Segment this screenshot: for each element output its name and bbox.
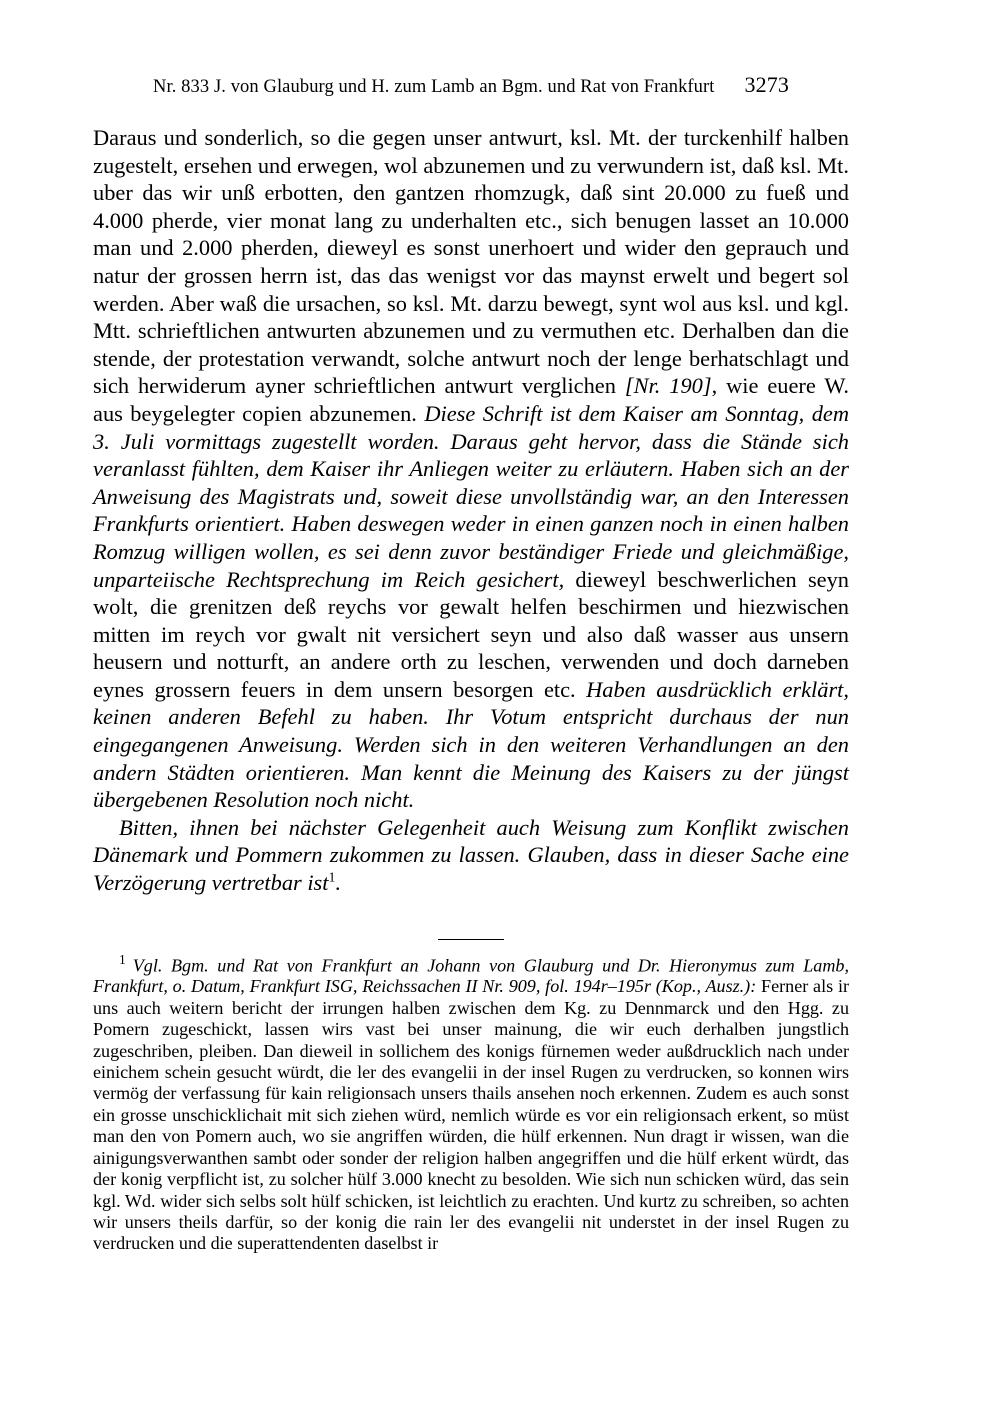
editorial-summary-1: Diese Schrift ist dem Kaiser am Sonntag, dem 3. Juli vormittags zugestellt worden. Daraus geht hervor, dass die Stände sich veranlasst fühlten, dem Kaiser ihr Anliegen weiter zu erläutern. Haben sich an der Anweisung des Magistrats und, soweit diese unvollständig war, an den Interessen Frankfurts orientiert. Haben deswegen weder in einen ganzen noch in einen halben Romzug willigen wollen, es sei denn zuvor beständiger Friede und gleichmäßige, unparteiische Rechtsprechung im Reich gesichert, — [93, 400, 850, 592]
reference-nr-190: [Nr. 190] — [624, 373, 712, 399]
footnote-reference-marker[interactable]: 1 — [328, 870, 336, 886]
text-roman-2: , wie euere W. aus beygelegter copien abzunemen. — [93, 373, 849, 426]
body-text — [93, 124, 849, 897]
paragraph-bitten — [93, 814, 849, 897]
page-content — [93, 72, 849, 1255]
running-head-title: Nr. 833 J. von Glauburg und H. zum Lamb an Bgm. und Rat von Frankfurt — [153, 77, 715, 97]
bitten-text-end: . — [335, 870, 342, 896]
footnote-source-citation: Vgl. Bgm. und Rat von Frankfurt an Johann von Glauburg und Dr. Hieronymus zum Lamb, Frankfurt, o. Datum, Frankfurt ISG, Reichssachen II Nr. 909, fol. 194r–195r (Kop., Ausz.): — [93, 955, 849, 997]
editorial-summary-2: Haben ausdrücklich erklärt, keinen anderen Befehl zu haben. Ihr Votum entspricht durchaus der nun eingegangenen Anweisung. Werden sich in den weiteren Verhandlungen an den andern Städten orientieren. Man kennt die Meinung des Kaisers zu der jüngst übergebenen Resolution noch nicht. — [93, 676, 849, 813]
paragraph-main — [93, 124, 849, 814]
footnote-separator-rule — [438, 939, 504, 940]
bitten-text: Bitten, ihnen bei nächster Gelegenheit auch Weisung zum Konflikt zwischen Dänemark und Pommern zukommen zu lassen. Glauben, dass in dieser Sache eine Verzögerung vertretbar ist — [93, 814, 849, 896]
page-number: 3273 — [744, 72, 789, 97]
text-roman-3: dieweyl beschwerlichen seyn wolt, die grenitzen deß reychs vor gewalt helfen beschirmen und hiezwischen mitten im reych vor gwalt nit versichert seyn und also daß wasser aus unsern heusern und notturft, an andere orth zu leschen, verwenden und doch darneben eynes grossern feuers in dem unsern besorgen etc. — [93, 566, 849, 702]
footnote-quoted-text: Ferner als ir uns auch weitern bericht der irrungen halben zwischen dem Kg. zu Dennmarck und den Hgg. zu Pomern zugeschickt, lassen wirs vast bei unser mainung, die wir euch derhalben jungstlich zugeschriben, pleiben. Dan dieweil in sollichem des konigs fürnemen weder außdrucklich nach under einichem schein gesucht würdt, die ler des evangelii in der insel Rugen zu verdrucken, so konnen wirs vermög der verfassung für kain religionsach unsers thails ansehen noch erkennen. Zudem es auch sonst ein grosse unschicklichait mit sich ziehen würd, nemlich würde es vor ein religionsach erkent, so müst man den von Pomern auch, wo sie angriffen würden, die hülf erkennen. Nun dragt ir wissen, wan die ainigungsverwanthen sambt oder sonder der religion halben angegriffen und die hülf erkent würdt, das der konig verpflicht ist, zu solcher hülf 3.000 knecht zu besolden. Wie sich nun schicken würd, das sein kgl. Wd. wider sich selbs solt hülf schicken, ist leichtlich zu erachten. Und kurtz zu schreiben, so achten wir unsers theils darfür, so der konig die rain ler des evangelii nit understet in der insel Rugen zu verdrucken und die superattendenten daselbst ir — [93, 976, 849, 1254]
footnote-number: 1 — [119, 951, 126, 967]
footnote-block — [93, 949, 849, 1255]
running-head — [93, 72, 849, 98]
text-roman-1: Daraus und sonderlich, so die gegen unser antwurt, ksl. Mt. der turckenhilf halben zugestelt, ersehen und erwegen, wol abzunemen und zu verwundern ist, daß ksl. Mt. uber das wir unß erbotten, den gantzen rhomzugk, daß sint 20.000 zu fueß und 4.000 pherde, vier monat lang zu underhalten etc., sich benugen lasset an 10.000 man und 2.000 pherden, dieweyl es sonst unerhoert und wider den geprauch und natur der grossen herrn ist, das das wenigst vor das maynst erwelt und begert sol werden. Aber waß die ursachen, so ksl. Mt. darzu bewegt, synt wol aus ksl. und kgl. Mtt. schrieftlichen antwurten abzunemen und zu vermuthen etc. Derhalben dan die stende, der protestation verwandt, solche antwurt noch der lenge berhatschlagt und sich herwiderum ayner schrieftlichen antwurt verglichen — [93, 125, 849, 399]
footnote-1 — [93, 949, 849, 1255]
